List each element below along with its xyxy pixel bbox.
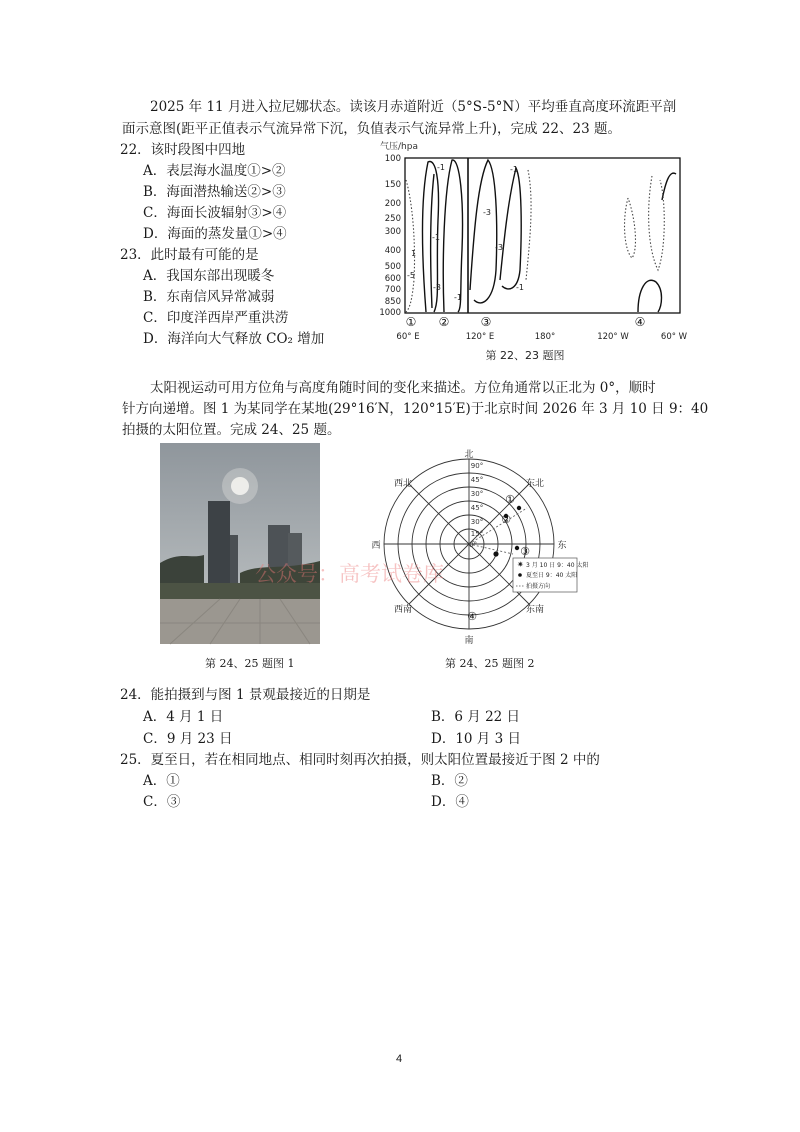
fig1-ytick: 1000 xyxy=(379,308,401,318)
fig1-ytick: 700 xyxy=(384,285,401,295)
photo-plaza xyxy=(160,599,320,644)
altitude-label: 30° xyxy=(470,518,484,526)
direction-north: 北 xyxy=(464,450,474,460)
intro1-line1: 2025 年 11 月进入拉尼娜状态。读该月赤道附近（5°S-5°N）平均垂直高度环流距平剖 xyxy=(150,99,677,115)
q22-stem: 22．该时段图中四地 xyxy=(120,142,246,158)
fig1-marker-4: ④ xyxy=(634,315,646,329)
fig1-contour xyxy=(638,280,662,312)
fig1-marker-1: ① xyxy=(405,315,417,329)
q22-option-b[interactable]: B．海面潜热输送②>③ xyxy=(143,184,286,200)
polar-marker-4: ④ xyxy=(467,610,477,623)
q23-option-b[interactable]: B．东南信风异常减弱 xyxy=(143,289,275,305)
fig1-contour-label: -3 xyxy=(433,283,441,292)
q24-stem: 24．能拍摄到与图 1 景观最接近的日期是 xyxy=(120,687,371,703)
photo-caption: 第 24、25 题图 1 xyxy=(205,657,295,670)
polar-marker-1: ① xyxy=(505,493,515,506)
fig1-ytick: 300 xyxy=(384,227,401,237)
fig1-ytick: 500 xyxy=(384,262,401,272)
q23-option-c[interactable]: C．印度洋西岸严重洪涝 xyxy=(143,310,289,326)
legend-star-icon: ✷ xyxy=(517,560,524,569)
fig1-ytick: 850 xyxy=(384,297,401,307)
fig1-xtick: 60° W xyxy=(660,332,688,342)
q22-option-a[interactable]: A．表层海水温度①>② xyxy=(143,163,286,179)
q22-option-c[interactable]: C．海面长波辐射③>④ xyxy=(143,205,287,221)
sun-point-march10 xyxy=(493,551,498,556)
fig1-contour-dotted xyxy=(625,198,636,258)
sun-point xyxy=(515,546,519,550)
q24-option-d[interactable]: D．10 月 3 日 xyxy=(431,731,521,747)
fig1-contour-dotted xyxy=(406,180,415,312)
q24-option-c[interactable]: C．9 月 23 日 xyxy=(143,731,233,747)
fig1-ytick: 250 xyxy=(384,214,401,224)
altitude-label: 15° xyxy=(470,530,484,538)
shooting-direction-line xyxy=(469,508,527,544)
fig1-contour-label: -3 xyxy=(495,243,503,252)
fig1-contour-label: -1 xyxy=(510,165,518,174)
altitude-label: 0° xyxy=(469,541,477,549)
circulation-anomaly-figure xyxy=(370,140,690,365)
fig1-contour-label: -3 xyxy=(483,208,491,217)
fig1-xtick: 120° W xyxy=(597,332,629,342)
fig1-ytick: 400 xyxy=(384,246,401,256)
legend-item-direction: 拍摄方向 xyxy=(526,583,551,590)
fig1-marker-2: ② xyxy=(438,315,450,329)
fig1-contour-label: -1 xyxy=(432,233,440,242)
q23-option-d[interactable]: D．海洋向大气释放 CO₂ 增加 xyxy=(143,331,325,347)
fig1-xtick: 180° xyxy=(534,332,556,342)
q25-option-b[interactable]: B．② xyxy=(431,773,468,789)
altitude-label: 45° xyxy=(470,504,484,512)
intro2-line3: 拍摄的太阳位置。完成 24、25 题。 xyxy=(122,422,341,438)
fig1-ytick: 150 xyxy=(384,180,401,190)
watermark: 公众号：高考试卷库 xyxy=(255,562,444,586)
q25-option-c[interactable]: C．③ xyxy=(143,794,181,810)
fig1-contour-dotted xyxy=(649,176,665,270)
photo-building xyxy=(230,535,238,583)
fig1-contour xyxy=(662,173,676,200)
polar-marker-2: ② xyxy=(501,513,511,526)
direction-west: 西 xyxy=(371,541,381,551)
fig1-caption: 第 22、23 题图 xyxy=(485,349,565,362)
sun-polar-diagram xyxy=(365,448,589,648)
q24-option-b[interactable]: B．6 月 22 日 xyxy=(431,709,521,725)
direction-southeast: 东南 xyxy=(525,605,545,615)
direction-east: 东 xyxy=(557,541,567,551)
fig1-contour xyxy=(443,160,462,312)
fig1-contour-label: 1 xyxy=(411,249,417,258)
intro1-line2: 面示意图(距平正值表示气流异常下沉，负值表示气流异常上升)，完成 22、23 题。 xyxy=(122,121,621,137)
q23-option-a[interactable]: A．我国东部出现暖冬 xyxy=(143,268,275,284)
direction-south: 南 xyxy=(464,636,474,646)
sun-photo xyxy=(160,443,320,644)
polar-caption: 第 24、25 题图 2 xyxy=(445,657,535,670)
fig1-contour-label: -5 xyxy=(407,271,415,280)
photo-tower xyxy=(208,501,230,583)
intro2-line2: 针方向递增。图 1 为某同学在某地(29°16′N，120°15′E)于北京时间 2026 年 3 月 10 日 9：40 xyxy=(122,401,709,417)
fig1-contour-label: -1 xyxy=(437,163,445,172)
legend-item-march10: 3 月 10 日 9：40 太阳 xyxy=(526,562,589,569)
intro2-line1: 太阳视运动可用方位角与高度角随时间的变化来描述。方位角通常以正北为 0°，顺时 xyxy=(150,380,656,396)
direction-northwest: 西北 xyxy=(393,479,413,489)
altitude-label: 45° xyxy=(470,476,484,484)
fig1-ylabel: 气压/hpa xyxy=(380,142,418,152)
fig1-ytick: 600 xyxy=(384,274,401,284)
sun-glow xyxy=(222,468,258,504)
q25-option-d[interactable]: D．④ xyxy=(431,794,469,810)
fig1-marker-3: ③ xyxy=(480,315,492,329)
fig1-xtick: 120° E xyxy=(465,332,495,342)
fig1-plot-frame xyxy=(405,158,680,313)
fig1-contour xyxy=(470,160,497,303)
legend-item-summer: 夏至日 9：40 太阳 xyxy=(526,572,578,579)
page-number: 4 xyxy=(396,1053,403,1065)
q25-stem: 25．夏至日，若在相同地点、相同时刻再次拍摄，则太阳位置最接近于图 2 中的 xyxy=(120,752,600,768)
q25-option-a[interactable]: A．① xyxy=(143,773,180,789)
fig1-ytick: 200 xyxy=(384,199,401,209)
fig1-ytick: 100 xyxy=(384,154,401,164)
q22-option-d[interactable]: D．海面的蒸发量①>④ xyxy=(143,226,287,242)
q23-stem: 23．此时最有可能的是 xyxy=(120,247,259,263)
direction-southwest: 西南 xyxy=(393,605,413,615)
legend-dot-icon xyxy=(518,573,522,577)
altitude-label: 30° xyxy=(470,490,484,498)
fig1-contour-label: -1 xyxy=(454,293,462,302)
fig1-contour-label: -1 xyxy=(516,283,524,292)
polar-marker-3: ③ xyxy=(520,545,530,558)
direction-northeast: 东北 xyxy=(525,479,545,489)
q24-option-a[interactable]: A．4 月 1 日 xyxy=(143,709,224,725)
sun-point xyxy=(517,506,521,510)
fig1-contour-dotted xyxy=(526,170,531,280)
fig1-contour xyxy=(500,168,521,289)
altitude-label: 90° xyxy=(470,462,484,470)
fig1-xtick: 60° E xyxy=(396,332,420,342)
